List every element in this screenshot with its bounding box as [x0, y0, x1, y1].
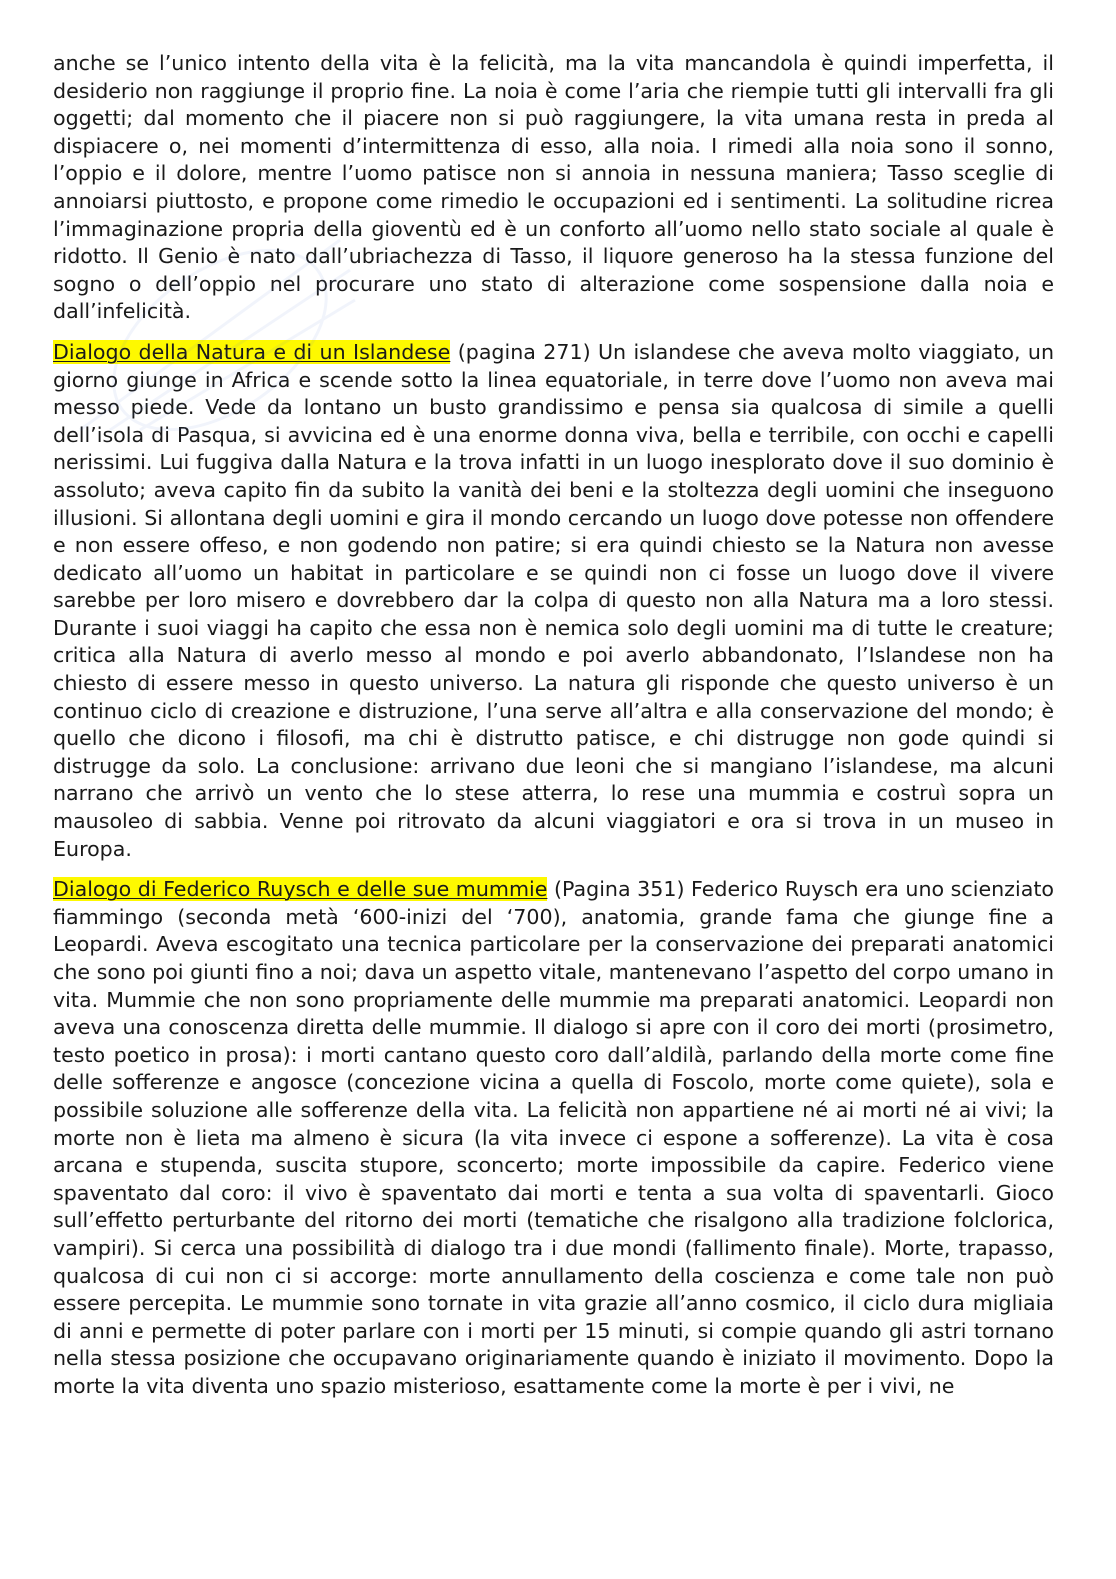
- section-heading-ruysch: Dialogo di Federico Ruysch e delle sue mummie: [53, 877, 548, 902]
- paragraph-tasso: [53, 50, 1054, 326]
- paragraph-ruysch: [53, 876, 1054, 1400]
- paragraph-text: (Pagina 351) Federico Ruysch era uno scienziato fiammingo (seconda metà ‘600-inizi del ‘700), anatomia, grande fama che giunge fine a Leopardi. Aveva escogitato una tecnica particolare per la conservazione dei preparati anatomici che sono poi giunti fino a noi; dava un aspetto vitale, mantenevano l’aspetto del corpo umano in vita. Mummie che non sono propriamente delle mummie ma preparati anatomici. Leopardi non aveva una conoscenza diretta delle mummie. Il dialogo si apre con il coro dei morti (prosimetro, testo poetico in prosa): i morti cantano questo coro dall’aldilà, parlando della morte come fine delle sofferenze e angosce (concezione vicina a quella di Foscolo, morte come quiete), sola e possibile soluzione alle sofferenze della vita. La felicità non appartiene né ai morti né ai vivi; la morte non è lieta ma almeno è sicura (la vita invece ci espone a sofferenze). La vita è cosa arcana e stupenda, suscita stupore, sconcerto; morte impossibile da capire. Federico viene spaventato dal coro: il vivo è spaventato dai morti e tenta a sua volta di spaventarli. Gioco sull’effetto perturbante del ritorno dei morti (tematiche che risalgono alla tradizione folclorica, vampiri). Si cerca una possibilità di dialogo tra i due mondi (fallimento finale). Morte, trapasso, qualcosa di cui non ci si accorge: morte annullamento della coscienza e come tale non può essere percepita. Le mummie sono tornate in vita grazie all’anno cosmico, il ciclo dura migliaia di anni e permette di poter parlare con i morti per 15 minuti, si compie quando gli astri tornano nella stessa posizione che occupavano originariamente quando è iniziato il movimento. Dopo la morte la vita diventa uno spazio misterioso, esattamente come la morte è per i vivi, ne: [53, 877, 1054, 1398]
- section-heading-islandese: Dialogo della Natura e di un Islandese: [53, 339, 451, 364]
- paragraph-text: (pagina 271) Un islandese che aveva molto viaggiato, un giorno giunge in Africa e scende sotto la linea equatoriale, in terre dove l’uomo non aveva mai messo piede. Vede da lontano un busto grandissimo e pensa sia qualcosa di simile a quelli dell’isola di Pasqua, si avvicina ed è una enorme donna viva, bella e terribile, con occhi e capelli nerissimi. Lui fuggiva dalla Natura e la trova infatti in un luogo inesplorato dove il suo dominio è assoluto; aveva capito fin da subito la vanità dei beni e la stoltezza degli uomini che inseguono illusioni. Si allontana degli uomini e gira il mondo cercando un luogo dove potesse non offendere e non essere offeso, e non godendo non patire; si era quindi chiesto se la Natura non avesse dedicato all’uomo un habitat in particolare e se quindi non ci fosse un luogo dove il vivere sarebbe per loro misero e dovrebbero dar la colpa di questo non alla Natura ma a loro stessi. Durante i suoi viaggi ha capito che essa non è nemica solo degli uomini ma di tutte le creature; critica alla Natura di averlo messo al mondo e poi averlo abbandonato, l’Islandese non ha chiesto di essere messo in questo universo. La natura gli risponde che questo universo è un continuo ciclo di creazione e distruzione, l’una serve all’altra e alla conservazione del mondo; è quello che dicono i filosofi, ma chi è distrutto patisce, e chi distrugge non gode quindi si distrugge da solo. La conclusione: arrivano due leoni che si mangiano l’islandese, ma alcuni narrano che arrivò un vento che lo stese atterra, lo rese una mummia e costruì sopra un mausoleo di sabbia. Venne poi ritrovato da alcuni viaggiatori e ora si trova in un museo in Europa.: [53, 339, 1054, 861]
- paragraph-text: anche se l’unico intento della vita è la felicità, ma la vita mancandola è quindi imperfetta, il desiderio non raggiunge il proprio fine. La noia è come l’aria che riempie tutti gli intervalli fra gli oggetti; dal momento che il piacere non si può raggiungere, la vita umana resta in preda al dispiacere o, nei momenti d’intermittenza di esso, alla noia. I rimedi alla noia sono il sonno, l’oppio e il dolore, mentre l’uomo patisce non si annoia in nessuna maniera; Tasso sceglie di annoiarsi piuttosto, e propone come rimedio le occupazioni ed i sentimenti. La solitudine ricrea l’immaginazione propria della gioventù ed è un conforto all’uomo nello stato sociale al quale è ridotto. Il Genio è nato dall’ubriachezza di Tasso, il liquore generoso ha la stessa funzione del sogno o dell’oppio nel procurare uno stato di alterazione come sospensione dalla noia e dall’infelicità.: [53, 51, 1054, 324]
- paragraph-islandese: [53, 339, 1054, 863]
